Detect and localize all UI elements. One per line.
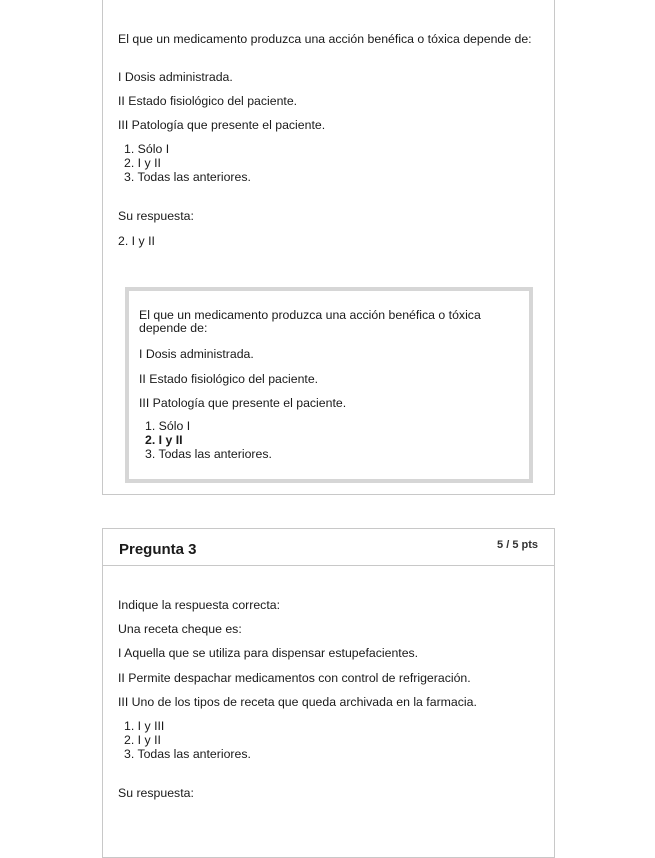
question-2-statement-1: I Dosis administrada. [118,70,233,84]
question-3-statement-1: I Aquella que se utiliza para dispensar estupefacientes. [118,646,419,660]
question-2-options [124,142,251,184]
question-2-statement-3: III Patología que presente el paciente. [118,118,326,132]
question-2-card [102,0,555,495]
correct-box-statement-2: II Estado fisiológico del paciente. [139,372,319,386]
question-3-stem: Una receta cheque es: [118,622,242,636]
question-3-options [124,719,251,761]
question-3-instruction: Indique la respuesta correcta: [118,598,281,612]
question-3-title: Pregunta 3 [119,541,197,558]
option-1[interactable]: 1. Sólo I [124,142,170,156]
option-1[interactable]: 1. I y III [124,719,165,733]
option-3[interactable]: 3. Todas las anteriores. [124,747,251,761]
option-2[interactable]: 2. I y II [124,733,161,747]
question-3-header [103,529,554,566]
correct-box-stem: El que un medicamento produzca una acción benéfica o tóxica depende de: [139,308,481,335]
question-3-statement-3: III Uno de los tipos de receta que queda archivada en la farmacia. [118,695,477,709]
your-answer-label: Su respuesta: [118,209,194,223]
question-3-statement-2: II Permite despachar medicamentos con control de refrigeración. [118,671,471,685]
correct-answer-box [125,287,533,483]
correct-box-option-1: 1. Sólo I [145,419,191,433]
option-2[interactable]: 2. I y II [124,156,161,170]
correct-box-options [145,419,272,461]
your-answer-label: Su respuesta: [118,786,194,800]
option-3[interactable]: 3. Todas las anteriores. [124,170,251,184]
your-answer-value: 2. I y II [118,234,155,248]
question-2-statement-2: II Estado fisiológico del paciente. [118,94,298,108]
question-3-card [102,528,555,858]
question-2-stem: El que un medicamento produzca una acción benéfica o tóxica depende de: [118,32,532,46]
correct-box-statement-3: III Patología que presente el paciente. [139,396,347,410]
correct-box-option-2: 2. I y II [145,433,183,447]
correct-box-option-3: 3. Todas las anteriores. [145,447,272,461]
correct-box-statement-1: I Dosis administrada. [139,347,254,361]
question-3-points: 5 / 5 pts [497,539,538,551]
